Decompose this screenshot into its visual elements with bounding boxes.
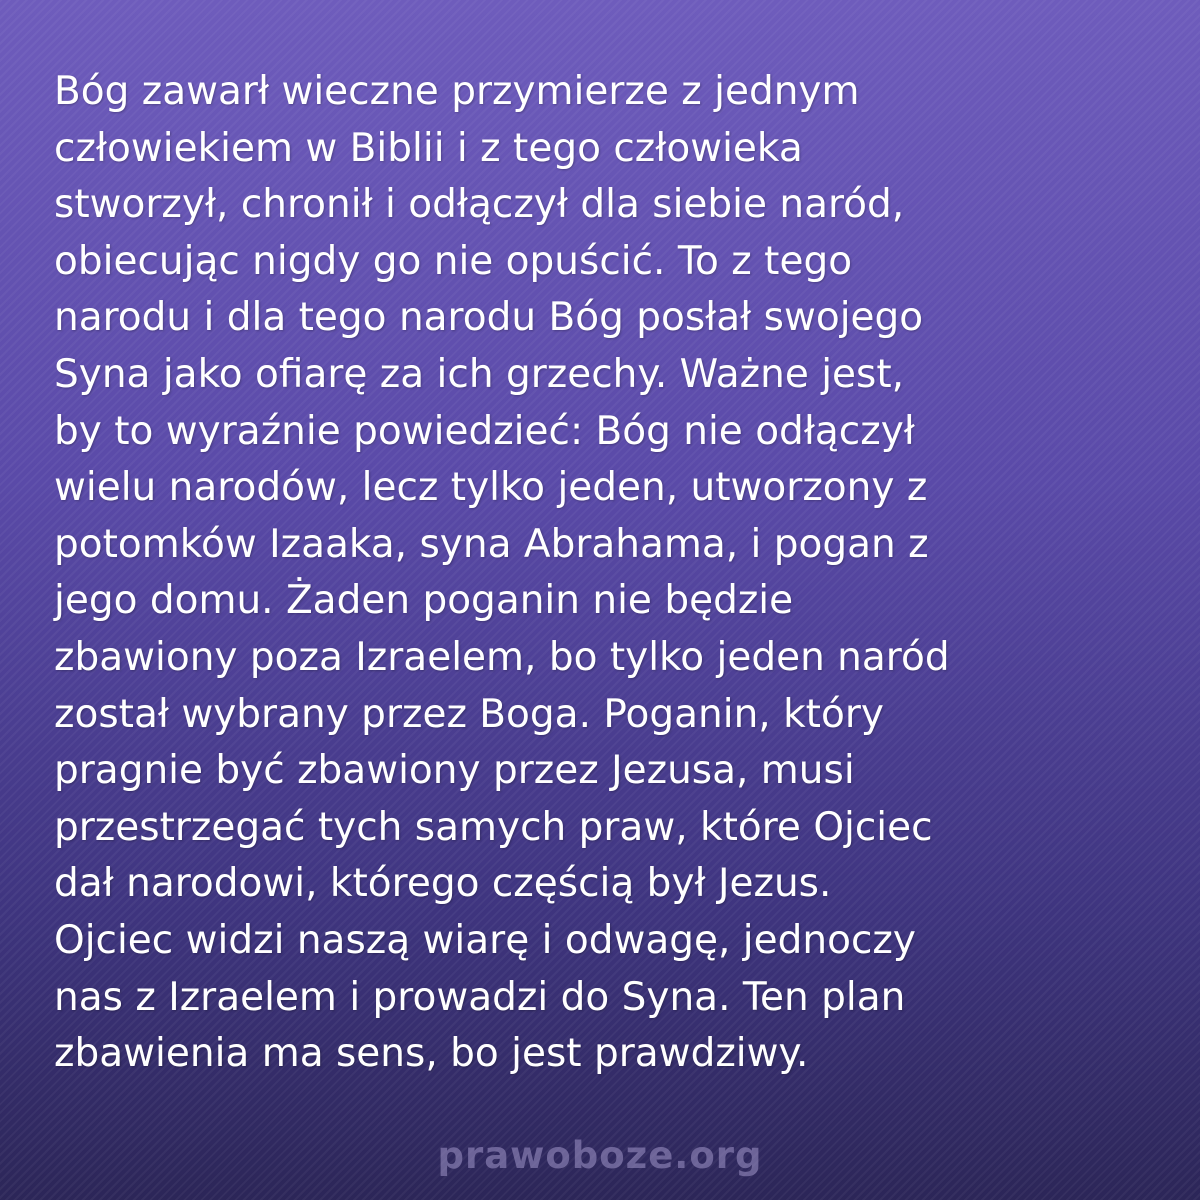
quote-line: Bóg zawarł wieczne przymierze z jednym: [54, 69, 860, 114]
quote-line: potomków Izaaka, syna Abrahama, i pogan z: [54, 521, 929, 567]
quote-line: został wybrany przez Boga. Poganin, który: [54, 691, 884, 737]
quote-line: pragnie być zbawiony przez Jezusa, musi: [54, 748, 855, 794]
site-watermark: prawoboze.org: [437, 1134, 763, 1177]
quote-line: narodu i dla tego narodu Bóg posłał swojego: [54, 295, 924, 341]
quote-line: zbawiony poza Izraelem, bo tylko jeden naród: [54, 634, 950, 680]
quote-line: Ojciec widzi naszą wiarę i odwagę, jednoczy: [54, 917, 916, 963]
quote-line: dał narodowi, którego częścią był Jezus.: [54, 861, 832, 907]
quote-line: człowiekiem w Biblii i z tego człowieka: [54, 125, 803, 171]
quote-line: obiecując nigdy go nie opuścić. To z tego: [54, 238, 853, 284]
quote-line: nas z Izraelem i prowadzi do Syna. Ten plan: [54, 974, 906, 1020]
quote-line: stworzył, chronił i odłączył dla siebie naród,: [54, 182, 905, 228]
quote-text: [54, 64, 1164, 1083]
quote-line: przestrzegać tych samych praw, które Ojciec: [54, 804, 933, 850]
quote-line: wielu narodów, lecz tylko jeden, utworzony z: [54, 465, 928, 511]
quote-line: by to wyraźnie powiedzieć: Bóg nie odłączył: [54, 408, 915, 454]
quote-line: jego domu. Żaden poganin nie będzie: [54, 578, 794, 624]
quote-line: Syna jako ofiarę za ich grzechy. Ważne jest,: [54, 351, 905, 397]
quote-line: zbawienia ma sens, bo jest prawdziwy.: [54, 1031, 809, 1077]
